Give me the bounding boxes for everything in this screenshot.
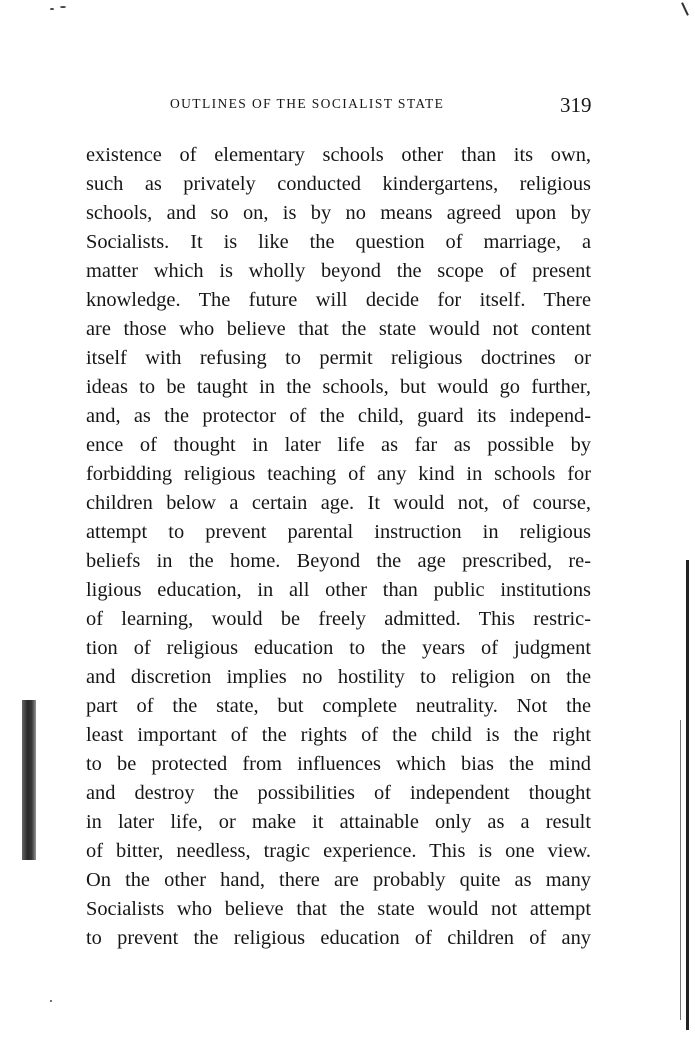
body-text bbox=[86, 141, 591, 953]
text-line: tion of religious education to the years of judgment bbox=[86, 637, 591, 659]
text-line: such as privately conducted kindergartens, religious bbox=[86, 173, 591, 195]
text-line: ligious education, in all other than public institutions bbox=[86, 579, 591, 601]
text-line: ence of thought in later life as far as possible by bbox=[86, 434, 591, 456]
top-left-speck bbox=[60, 6, 66, 8]
page-number: 319 bbox=[560, 93, 592, 117]
text-line: itself with refusing to permit religious doctrines or bbox=[86, 347, 591, 369]
binding-shadow-mark bbox=[22, 700, 36, 860]
text-line: schools, and so on, is by no means agreed upon by bbox=[86, 202, 591, 224]
text-line: attempt to prevent parental instruction in religious bbox=[86, 521, 591, 543]
text-line: Socialists. It is like the question of marriage, a bbox=[86, 231, 591, 253]
text-line: of learning, would be freely admitted. This restric- bbox=[86, 608, 591, 630]
top-right-mark bbox=[681, 2, 689, 16]
text-line: to prevent the religious education of children of any bbox=[86, 927, 591, 949]
top-left-speck bbox=[50, 8, 54, 10]
text-line: On the other hand, there are probably quite as many bbox=[86, 869, 591, 891]
left-speck bbox=[50, 1000, 52, 1002]
text-line: part of the state, but complete neutrality. Not the bbox=[86, 695, 591, 717]
text-line: beliefs in the home. Beyond the age prescribed, re- bbox=[86, 550, 591, 572]
text-line: matter which is wholly beyond the scope of present bbox=[86, 260, 591, 282]
text-line: and, as the protector of the child, guard its independ- bbox=[86, 405, 591, 427]
text-line: ideas to be taught in the schools, but would go further, bbox=[86, 376, 591, 398]
text-line: least important of the rights of the child is the right bbox=[86, 724, 591, 746]
text-line: are those who believe that the state would not content bbox=[86, 318, 591, 340]
text-line: and discretion implies no hostility to religion on the bbox=[86, 666, 591, 688]
text-line: of bitter, needless, tragic experience. This is one view. bbox=[86, 840, 591, 862]
running-head-title: OUTLINES OF THE SOCIALIST STATE bbox=[170, 96, 445, 111]
text-line: and destroy the possibilities of independent thought bbox=[86, 782, 591, 804]
text-line: in later life, or make it attainable only as a result bbox=[86, 811, 591, 833]
text-line: forbidding religious teaching of any kind in schools for bbox=[86, 463, 591, 485]
right-edge-line-thin bbox=[680, 720, 681, 1020]
text-line: Socialists who believe that the state would not attempt bbox=[86, 898, 591, 920]
text-line: to be protected from influences which bias the mind bbox=[86, 753, 591, 775]
text-line: children below a certain age. It would not, of course, bbox=[86, 492, 591, 514]
right-edge-line bbox=[686, 560, 689, 1030]
text-line: existence of elementary schools other than its own, bbox=[86, 144, 591, 166]
text-line: knowledge. The future will decide for itself. There bbox=[86, 289, 591, 311]
